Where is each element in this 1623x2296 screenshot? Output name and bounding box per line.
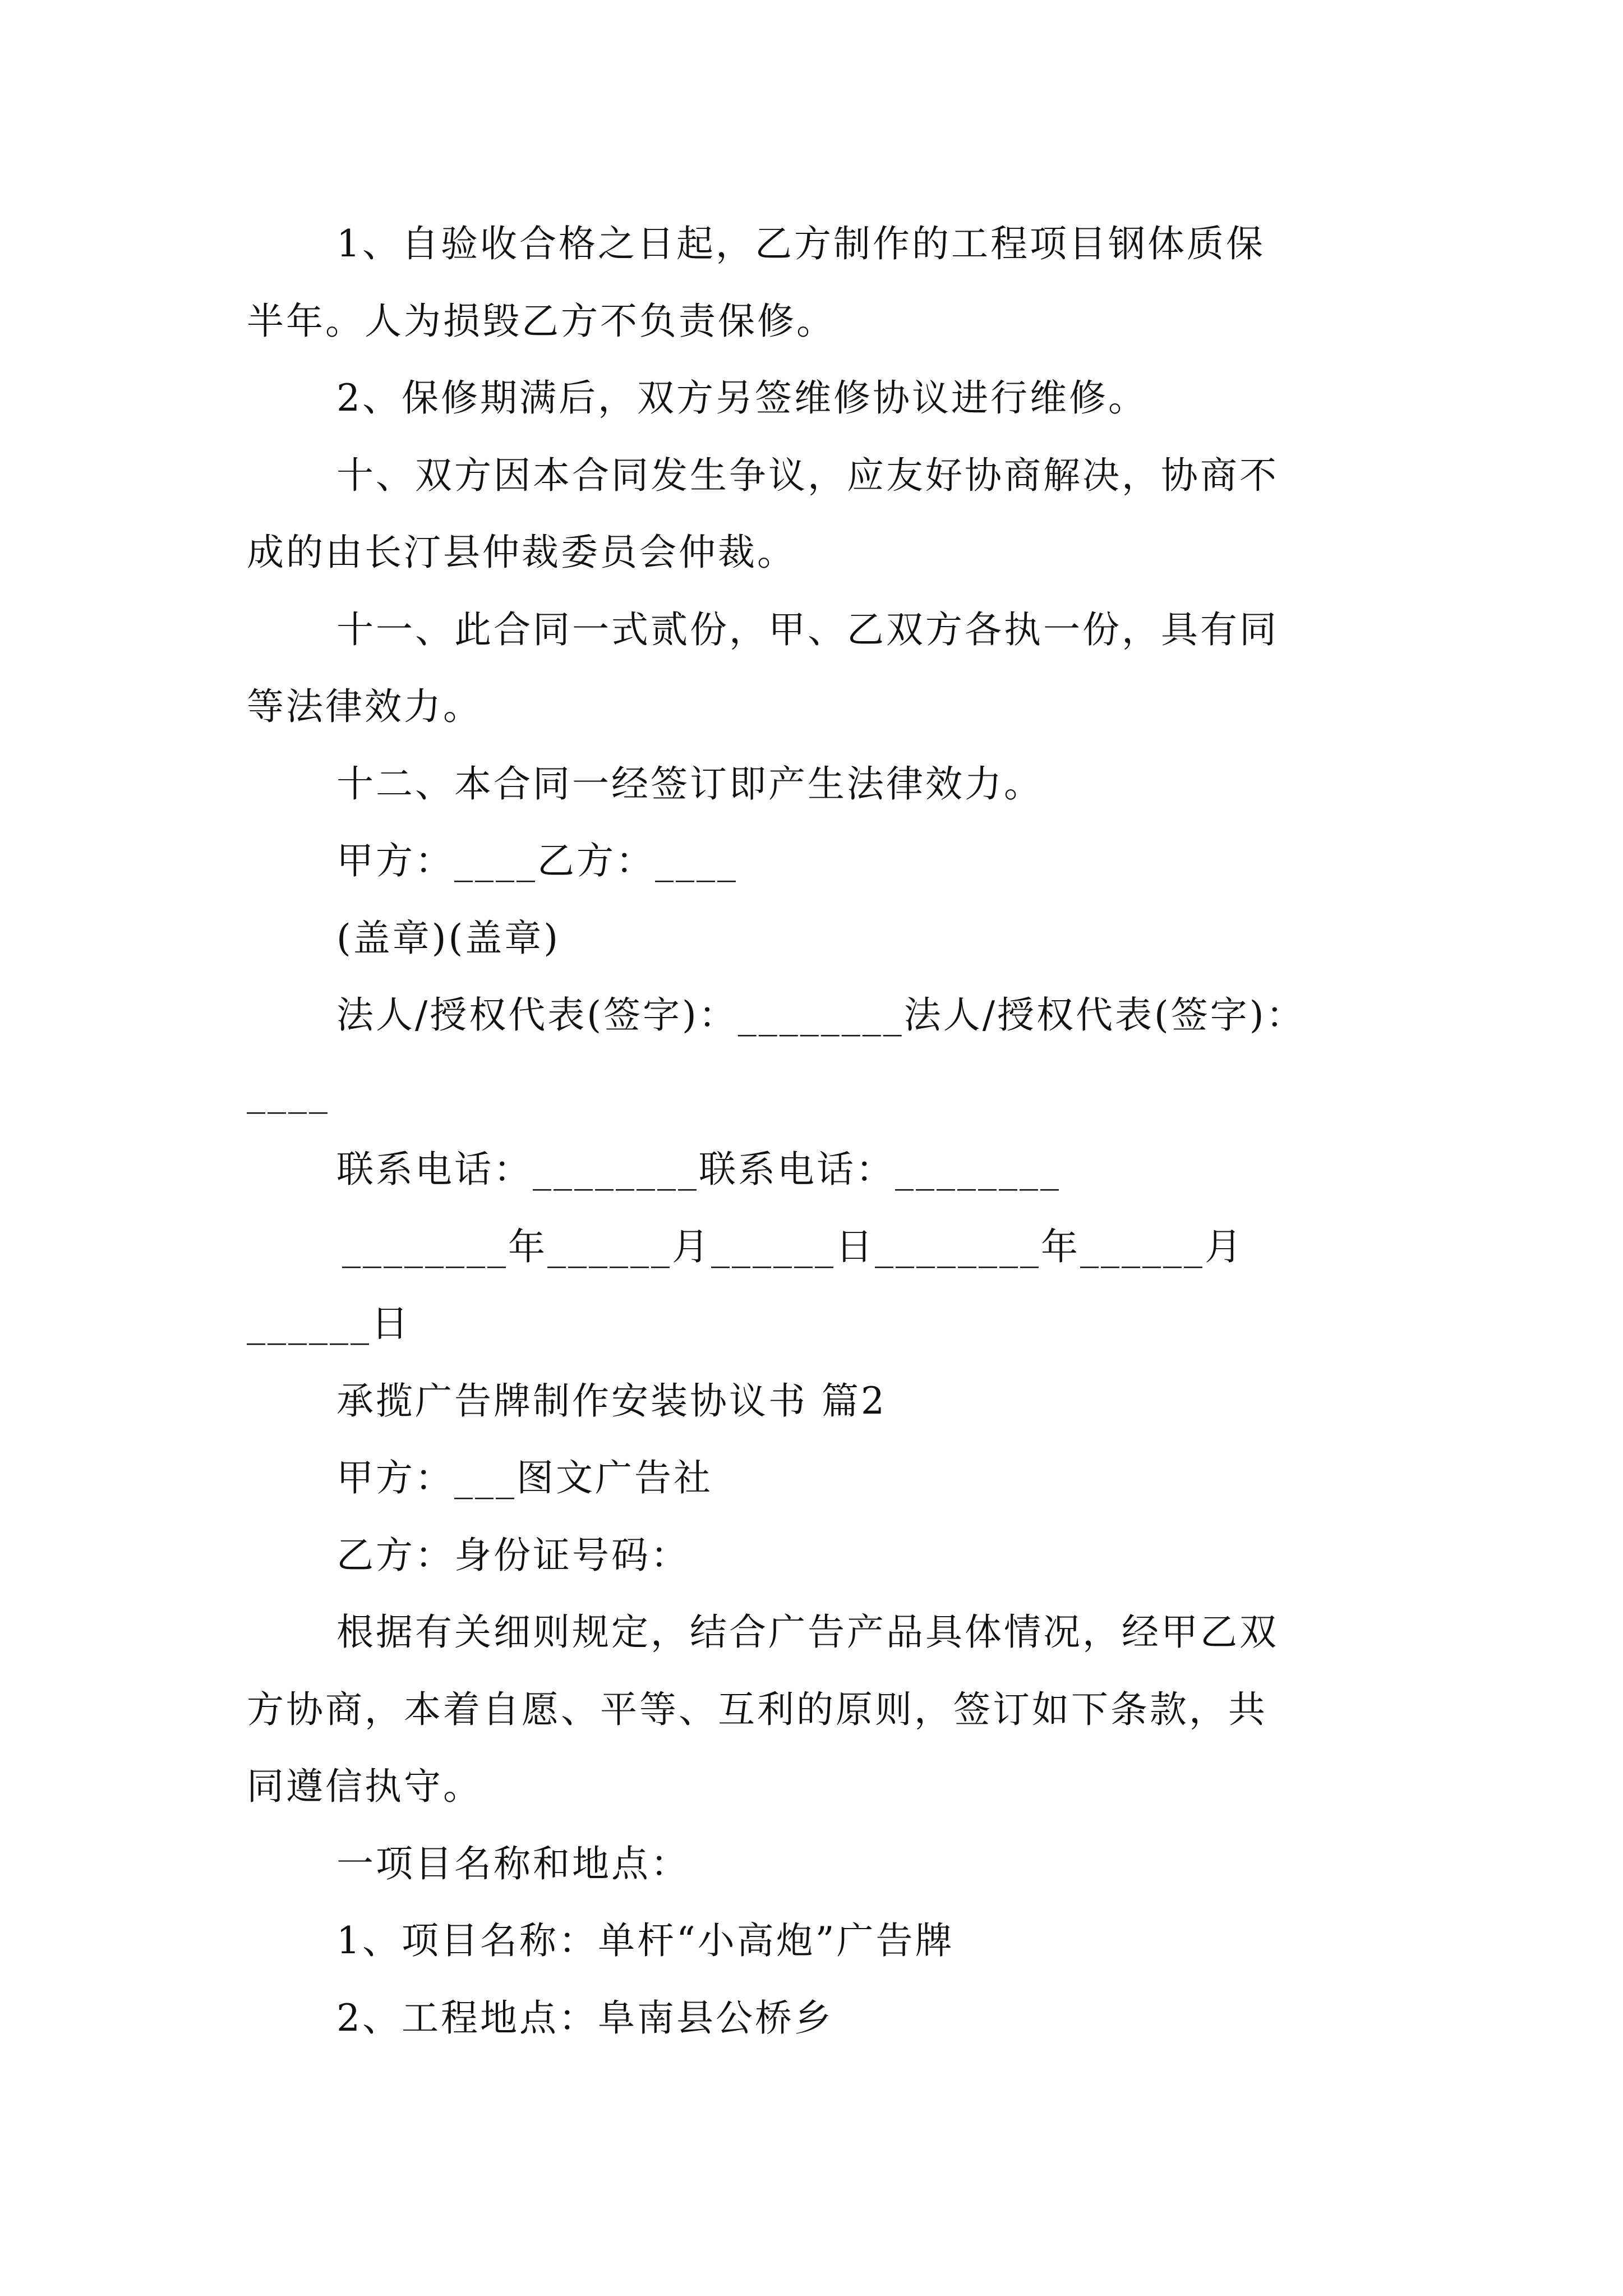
clause-12: 十二、本合同一经签订即产生法律效力。	[336, 762, 1043, 806]
clause-11-line-2: 等法律效力。	[247, 685, 482, 728]
preamble-line-2: 方协商，本着自愿、平等、互利的原则，签订如下条款，共	[247, 1688, 1267, 1731]
date-line-2: ______日	[247, 1302, 411, 1345]
clause-10-line-1: 十、双方因本合同发生争议，应友好协商解决，协商不	[336, 454, 1279, 497]
party-signature-line: 甲方：____乙方：____	[336, 839, 738, 882]
party-a-line: 甲方：___图文广告社	[336, 1456, 713, 1499]
seal-line: (盖章)(盖章)	[336, 917, 560, 960]
legal-representative-blank: ____	[247, 1071, 330, 1114]
warranty-clause-1-line-2: 半年。人为损毁乙方不负责保修。	[247, 300, 836, 343]
project-location-line: 2、工程地点：阜南县公桥乡	[336, 1996, 833, 2040]
project-name-line: 1、项目名称：单杆“小高炮”广告牌	[336, 1919, 955, 1962]
legal-representative-line: 法人/授权代表(签字)：________法人/授权代表(签字)：	[336, 993, 1306, 1037]
preamble-line-1: 根据有关细则规定，结合广告产品具体情况，经甲乙双	[336, 1611, 1279, 1654]
section-title: 承揽广告牌制作安装协议书 篇2	[336, 1379, 887, 1423]
party-b-line: 乙方：身份证号码：	[336, 1534, 690, 1577]
contact-phone-line: 联系电话：________联系电话：________	[336, 1148, 1061, 1191]
clause-10-line-2: 成的由长汀县仲裁委员会仲裁。	[247, 531, 796, 574]
date-line-1: ________年______月______日________年______月	[342, 1225, 1244, 1268]
warranty-clause-1-line-1: 1、自验收合格之日起，乙方制作的工程项目钢体质保	[336, 222, 1265, 265]
project-heading: 一项目名称和地点：	[336, 1842, 690, 1885]
warranty-clause-2: 2、保修期满后，双方另签维修协议进行维修。	[336, 376, 1147, 420]
preamble-line-3: 同遵信执守。	[247, 1765, 482, 1808]
clause-11-line-1: 十一、此合同一式贰份，甲、乙双方各执一份，具有同	[336, 608, 1279, 651]
